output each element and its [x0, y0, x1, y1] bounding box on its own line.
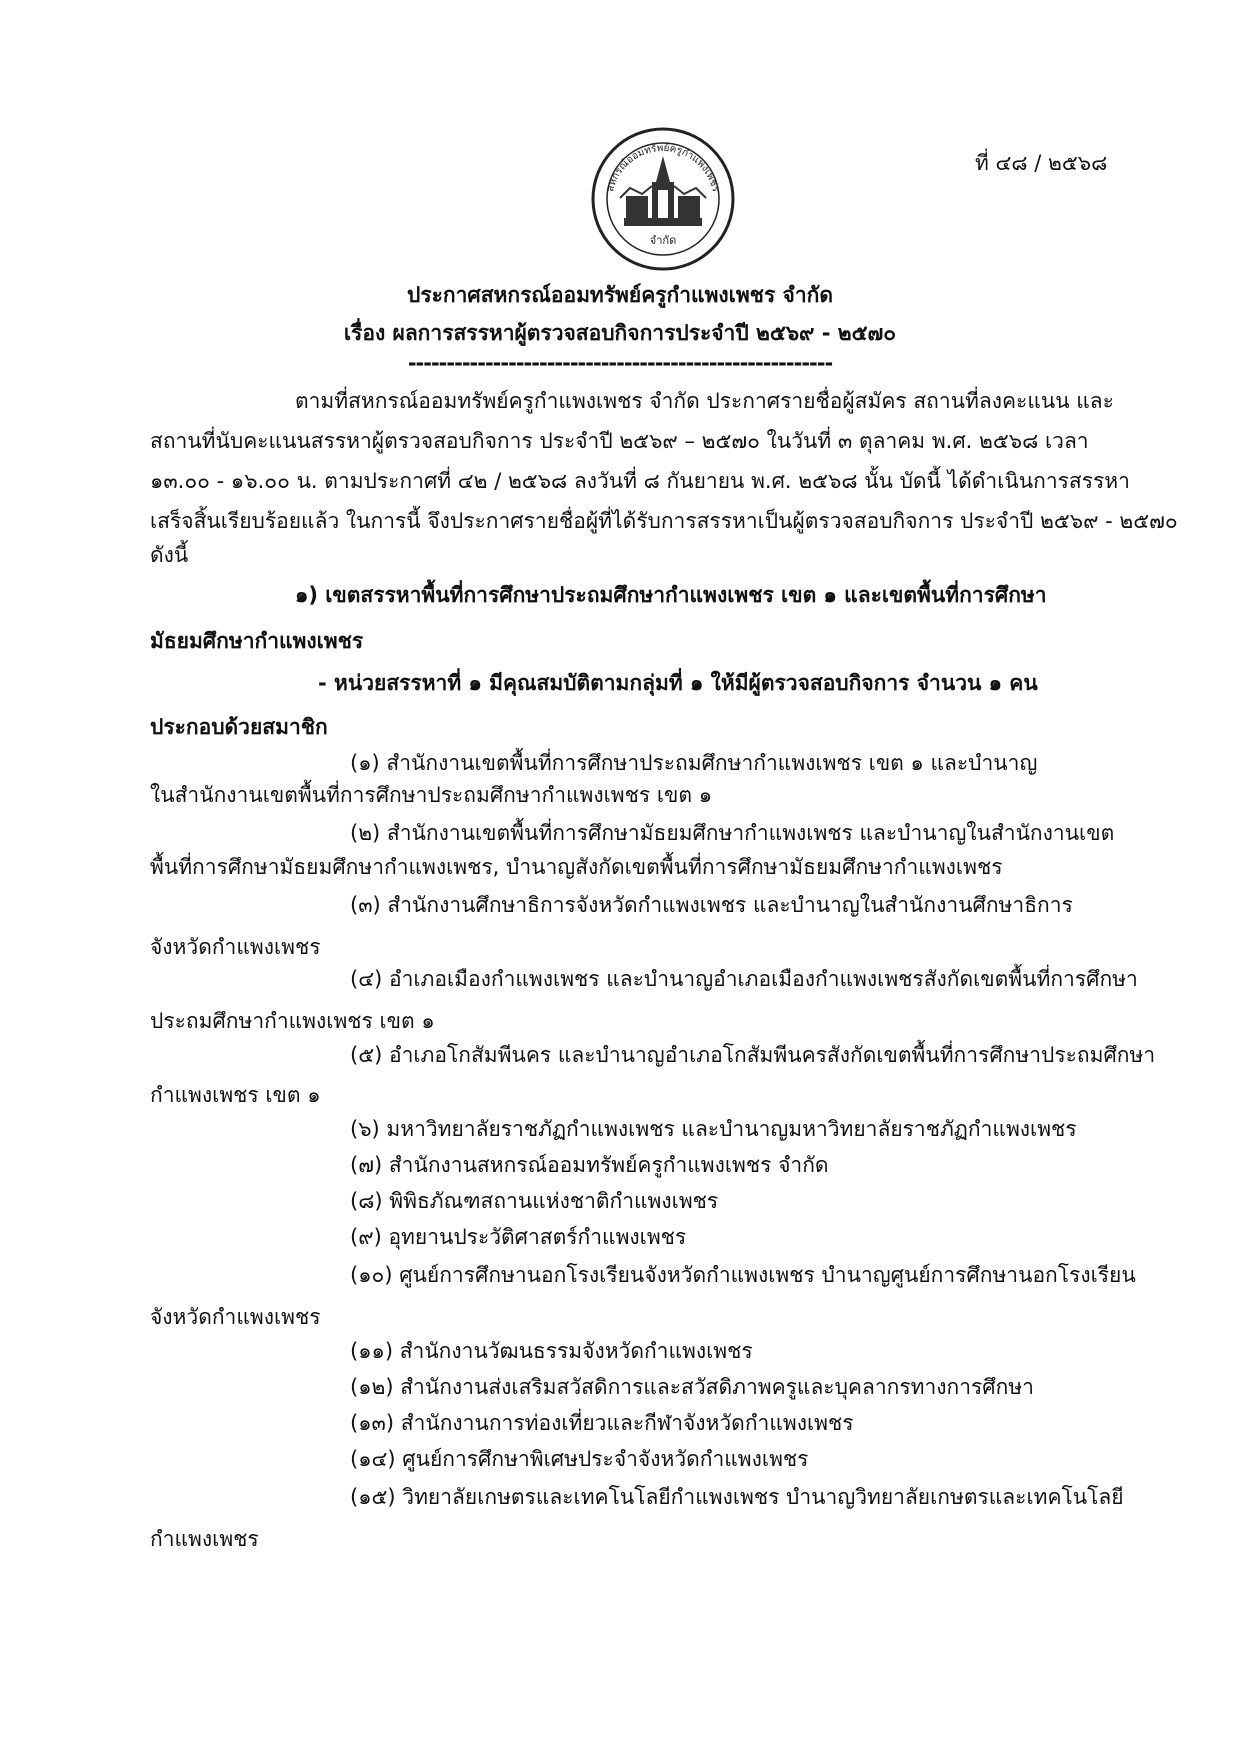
member-item-cont: พื้นที่การศึกษามัธยมศึกษากำแพงเพชร, บำนาญสังกัดเขตพื้นที่การศึกษามัธยมศึกษากำแพงเพชร — [150, 855, 1003, 879]
member-item: (๘) พิพิธภัณฑสถานแห่งชาติกำแพงเพชร — [350, 1189, 719, 1213]
member-item: (๙) อุทยานประวัติศาสตร์กำแพงเพชร — [350, 1225, 687, 1249]
member-item: (๖) มหาวิทยาลัยราชภัฏกำแพงเพชร และบำนาญมหาวิทยาลัยราชภัฏกำแพงเพชร — [350, 1117, 1077, 1141]
member-item: (๑) สำนักงานเขตพื้นที่การศึกษาประถมศึกษากำแพงเพชร เขต ๑ และบำนาญ — [350, 751, 1038, 775]
document-number: ที่ ๔๘ / ๒๕๖๘ — [975, 151, 1108, 175]
member-item: (๗) สำนักงานสหกรณ์ออมทรัพย์ครูกำแพงเพชร จำกัด — [350, 1153, 829, 1177]
member-item: (๑๑) สำนักงานวัฒนธรรมจังหวัดกำแพงเพชร — [350, 1339, 753, 1363]
announcement-title: ประกาศสหกรณ์ออมทรัพย์ครูกำแพงเพชร จำกัด — [407, 283, 833, 307]
seal-bottom-text: จำกัด — [649, 234, 677, 247]
intro-line: ตามที่สหกรณ์ออมทรัพย์ครูกำแพงเพชร จำกัด ประกาศรายชื่อผู้สมัคร สถานที่ลงคะแนน และ — [295, 389, 1114, 413]
svg-text:สหกรณ์ออมทรัพย์ครูกำแพงเพชร: สหกรณ์ออมทรัพย์ครูกำแพงเพชร — [605, 142, 721, 194]
member-item: (๓) สำนักงานศึกษาธิการจังหวัดกำแพงเพชร และบำนาญในสำนักงานศึกษาธิการ — [350, 893, 1073, 917]
member-item-cont: ประถมศึกษากำแพงเพชร เขต ๑ — [150, 1009, 435, 1033]
intro-line: ดังนี้ — [150, 543, 189, 567]
member-item-cont: จังหวัดกำแพงเพชร — [150, 1305, 321, 1329]
member-item: (๒) สำนักงานเขตพื้นที่การศึกษามัธยมศึกษากำแพงเพชร และบำนาญในสำนักงานเขต — [350, 821, 1115, 845]
member-item: (๑๒) สำนักงานส่งเสริมสวัสดิการและสวัสดิภาพครูและบุคลากรทางการศึกษา — [350, 1375, 1034, 1399]
unit-heading: - หน่วยสรรหาที่ ๑ มีคุณสมบัติตามกลุ่มที่ ๑ ให้มีผู้ตรวจสอบกิจการ จำนวน ๑ คน — [318, 671, 1038, 695]
member-item-cont: กำแพงเพชร เขต ๑ — [150, 1083, 321, 1107]
intro-line: เสร็จสิ้นเรียบร้อยแล้ว ในการนี้ จึงประกาศรายชื่อผู้ที่ได้รับการสรรหาเป็นผู้ตรวจสอบกิจการ ประจำปี ๒๕๖๙ - ๒๕๗๐ — [150, 509, 1178, 533]
title-separator: ------------------------------------------------------- — [407, 351, 833, 375]
member-item: (๔) อำเภอเมืองกำแพงเพชร และบำนาญอำเภอเมืองกำแพงเพชรสังกัดเขตพื้นที่การศึกษา — [350, 967, 1138, 991]
unit-heading-cont: ประกอบด้วยสมาชิก — [150, 715, 328, 739]
member-item: (๑๔) ศูนย์การศึกษาพิเศษประจำจังหวัดกำแพงเพชร — [350, 1447, 809, 1471]
announcement-subject: เรื่อง ผลการสรรหาผู้ตรวจสอบกิจการประจำปี ๒๕๖๙ - ๒๕๗๐ — [343, 321, 897, 345]
member-item: (๑๓) สำนักงานการท่องเที่ยวและกีฬาจังหวัดกำแพงเพชร — [350, 1411, 854, 1435]
cooperative-seal-logo — [590, 124, 736, 274]
member-item-cont: จังหวัดกำแพงเพชร — [150, 935, 321, 959]
member-item-cont: ในสำนักงานเขตพื้นที่การศึกษาประถมศึกษากำแพงเพชร เขต ๑ — [150, 783, 713, 807]
intro-line: สถานที่นับคะแนนสรรหาผู้ตรวจสอบกิจการ ประจำปี ๒๕๖๙ – ๒๕๗๐ ในวันที่ ๓ ตุลาคม พ.ศ. ๒๕๖๘ เวลา — [150, 429, 1089, 453]
member-item: (๑๕) วิทยาลัยเกษตรและเทคโนโลยีกำแพงเพชร บำนาญวิทยาลัยเกษตรและเทคโนโลยี — [350, 1485, 1124, 1509]
member-item: (๕) อำเภอโกสัมพีนคร และบำนาญอำเภอโกสัมพีนครสังกัดเขตพื้นที่การศึกษาประถมศึกษา — [350, 1043, 1156, 1067]
section-heading: ๑) เขตสรรหาพื้นที่การศึกษาประถมศึกษากำแพงเพชร เขต ๑ และเขตพื้นที่การศึกษา — [295, 583, 1047, 607]
member-item-cont: กำแพงเพชร — [150, 1527, 259, 1551]
member-item: (๑๐) ศูนย์การศึกษานอกโรงเรียนจังหวัดกำแพงเพชร บำนาญศูนย์การศึกษานอกโรงเรียน — [350, 1263, 1136, 1287]
section-heading-cont: มัธยมศึกษากำแพงเพชร — [150, 629, 364, 653]
intro-line: ๑๓.๐๐ - ๑๖.๐๐ น. ตามประกาศที่ ๔๒ / ๒๕๖๘ ลงวันที่ ๘ กันยายน พ.ศ. ๒๕๖๘ นั้น บัดนี้ ได้ดำเนินการสรรหา — [150, 469, 1130, 493]
